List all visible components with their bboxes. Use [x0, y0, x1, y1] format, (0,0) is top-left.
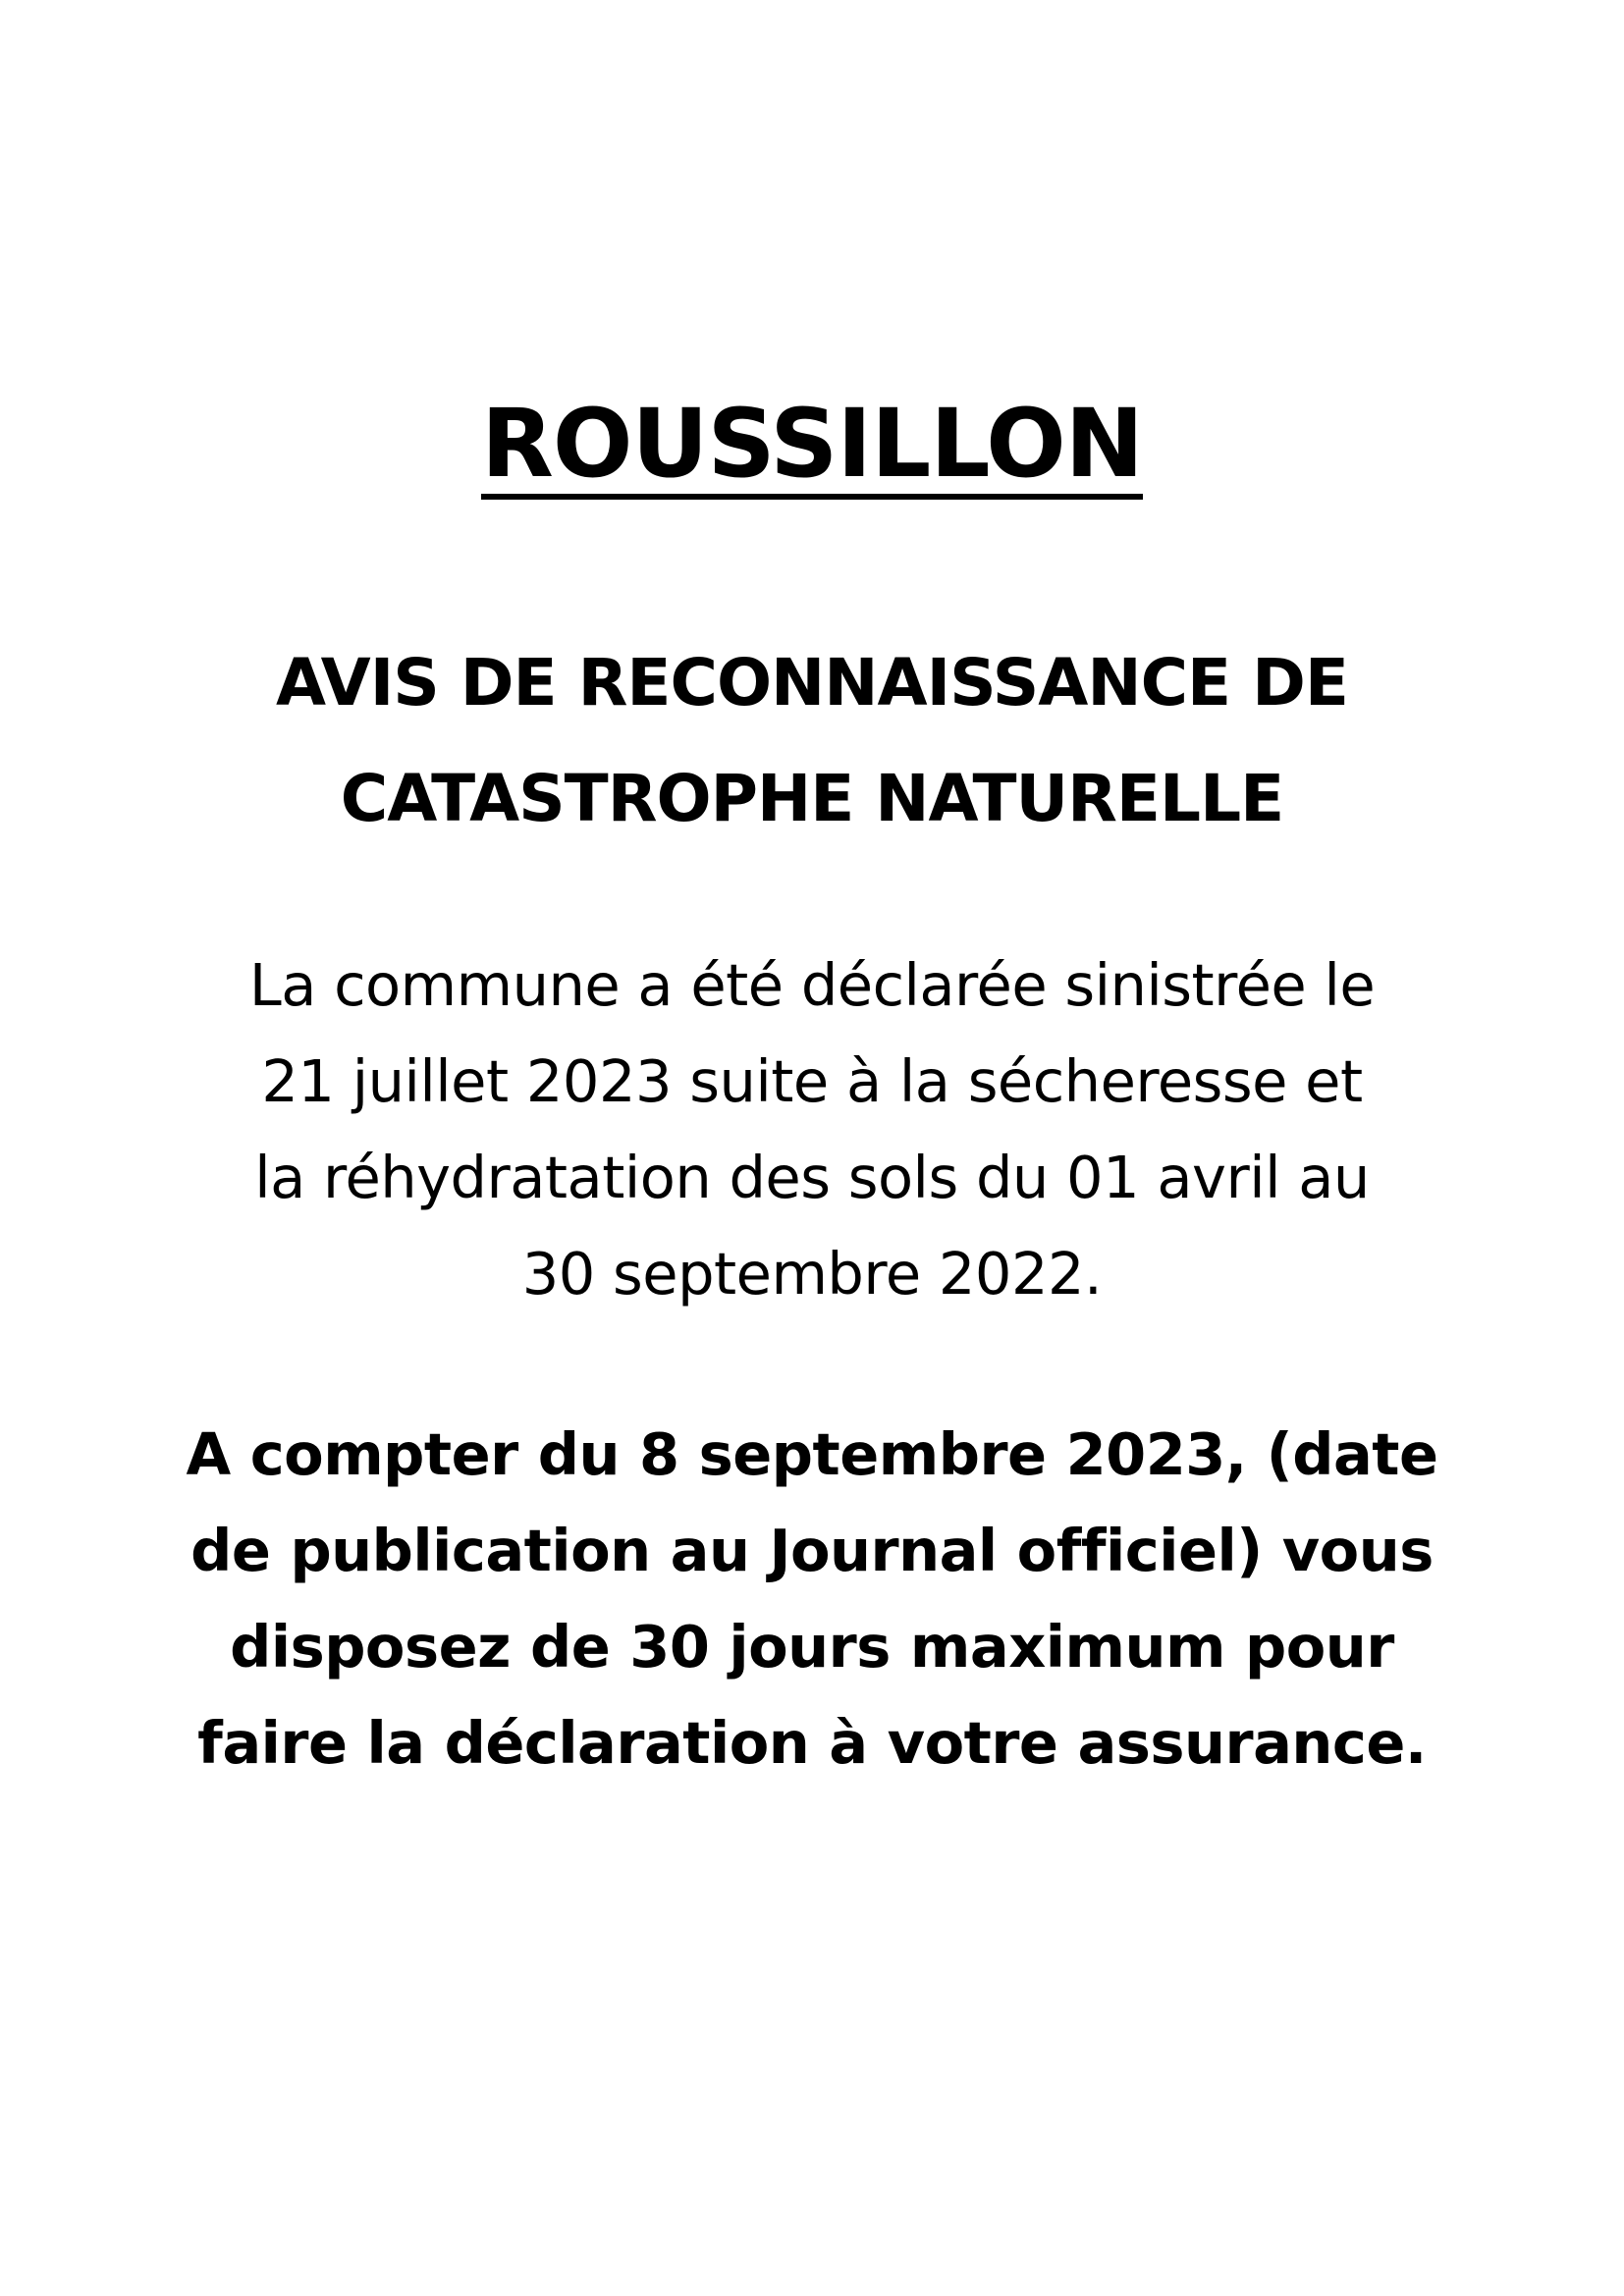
heading-line-1: AVIS DE RECONNAISSANCE DE [276, 645, 1348, 721]
deadline-line-3: disposez de 30 jours maximum pour [230, 1613, 1394, 1681]
declaration-line-1: La commune a été déclarée sinistrée le [248, 951, 1376, 1019]
deadline-line-4: faire la déclaration à votre assurance. [197, 1709, 1427, 1777]
deadline-line-1: A compter du 8 septembre 2023, (date [186, 1420, 1438, 1488]
declaration-line-4: 30 septembre 2022. [521, 1240, 1103, 1308]
heading-line-2: CATASTROPHE NATURELLE [340, 761, 1284, 836]
declaration-line-3: la réhydratation des sols du 01 avril au [254, 1144, 1370, 1211]
deadline-line-2: de publication au Journal officiel) vous [190, 1517, 1434, 1584]
declaration-line-2: 21 juillet 2023 suite à la sécheresse et [261, 1047, 1363, 1115]
commune-title [0, 385, 1624, 503]
deadline-paragraph [147, 1407, 1477, 1791]
declaration-paragraph [147, 937, 1477, 1322]
notice-heading [147, 625, 1477, 857]
commune-name: ROUSSILLON [480, 389, 1144, 499]
